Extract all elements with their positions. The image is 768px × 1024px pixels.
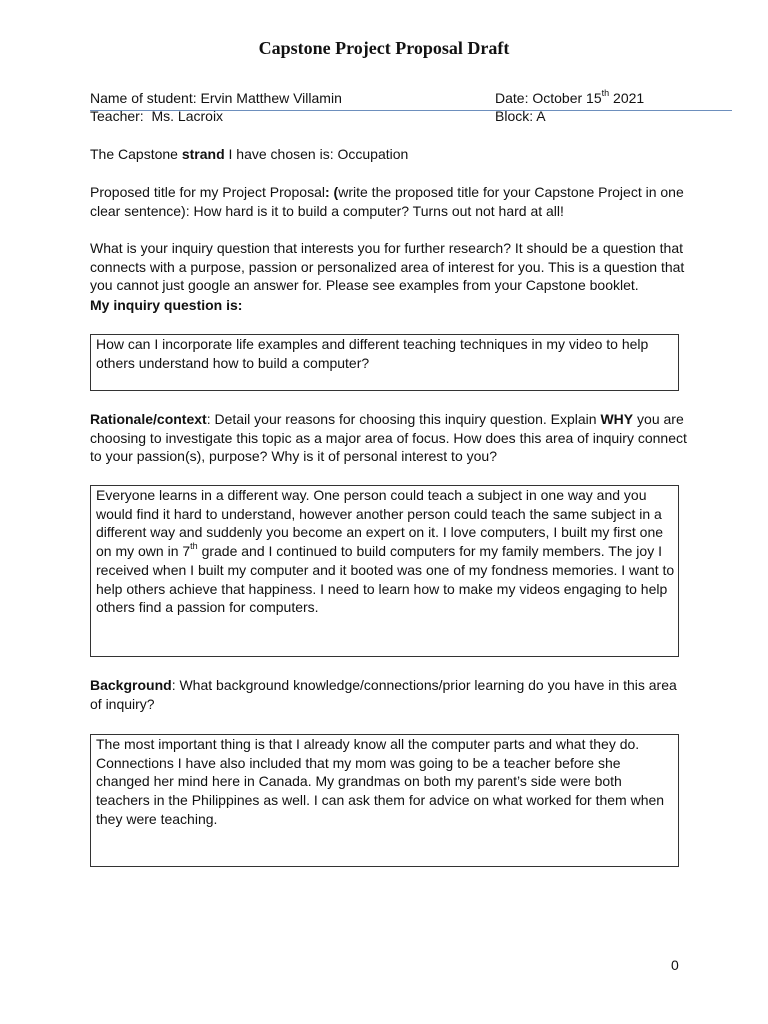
proposed-title-text: write the proposed title for your Capstone Project in one clear sentence): How hard is it to build a computer? Turns out not hard at all! [90,184,684,219]
document-title: Capstone Project Proposal Draft [258,38,510,58]
background-answer-box [90,734,679,867]
inquiry-heading: My inquiry question is: [90,297,243,313]
rationale-answer-b: grade and I continued to build computers for my family members. The joy I received when I built my computer and it booted was one of my fondness memories. I want to help others achieve that happiness. I need to learn how to make my videos engaging to help others find a passion for computers. [96,543,679,616]
date-month-day: October 15 [532,90,602,106]
date-value [532,90,644,106]
background-answer: The most important thing is that I already know all the computer parts and what they do. Connections I have also included that my mom was going to be a teacher before she changed her mind here in Canada. My grandmas on both my parent’s side were both teachers in the Philippines as well. I can ask them for advice on what worked for them when they were teaching. [96,736,665,827]
background-prompt-text: : What background knowledge/connections/prior learning do you have in this area of inquiry? [90,677,677,712]
block-value: A [536,108,546,124]
block-label: Block: [495,108,534,124]
background-prompt [90,676,690,713]
date-year: 2021 [613,90,645,106]
strand-prefix: The Capstone [90,146,182,162]
rationale-answer-box [90,485,679,657]
rationale-prompt-a: : Detail your reasons for choosing this inquiry question. Explain [206,411,601,427]
background-label: Background [90,677,172,693]
inquiry-prompt: What is your inquiry question that interests you for further research? It should be a question that connects with a purpose, passion or personalized area of interest for you. This is a question that you cannot just google an answer for. Please see examples from your Capstone booklet. [90,240,685,294]
teacher-name: Ms. Lacroix [151,108,224,124]
teacher-label: Teacher: [90,108,144,124]
student-name-line [90,89,342,108]
inquiry-answer-box [90,334,679,391]
strand-suffix: I have chosen is: Occupation [224,146,409,162]
proposed-title-label: Proposed title for my Project Proposal [90,184,325,200]
page-number: 0 [671,957,679,973]
date-line [495,89,644,108]
rationale-why: WHY [600,411,634,427]
proposed-title-paren: ( [329,184,339,200]
strand-bold-word: strand [181,146,225,162]
student-label: Name of student: [90,90,197,106]
strand-line [90,145,408,164]
block-line [495,107,546,126]
rationale-prompt [90,410,690,466]
proposed-title-paragraph [90,183,690,220]
rationale-prompt-b: you are choosing to investigate this topic as a major area of focus. How does this area of inquiry connect to your passion(s), purpose? Why is it of personal interest to you? [90,411,691,465]
teacher-line [90,107,223,126]
date-label: Date: [495,90,529,106]
rationale-answer-a: Everyone learns in a different way. One person could teach a subject in one way and you would find it hard to understand, however another person could teach the same subject in a different way and suddenly you become an expert on it. I love computers, I built my first one on my own in 7 [96,487,664,560]
inquiry-answer: How can I incorporate life examples and different teaching techniques in my video to help others understand how to build a computer? [96,336,649,371]
student-name: Ervin Matthew Villamin [200,90,342,106]
proposed-title-colon: : [325,184,330,200]
rationale-answer [91,486,678,617]
rationale-answer-sup: th [190,541,198,552]
rationale-label: Rationale/context [90,411,207,427]
date-suffix: th [601,88,610,99]
